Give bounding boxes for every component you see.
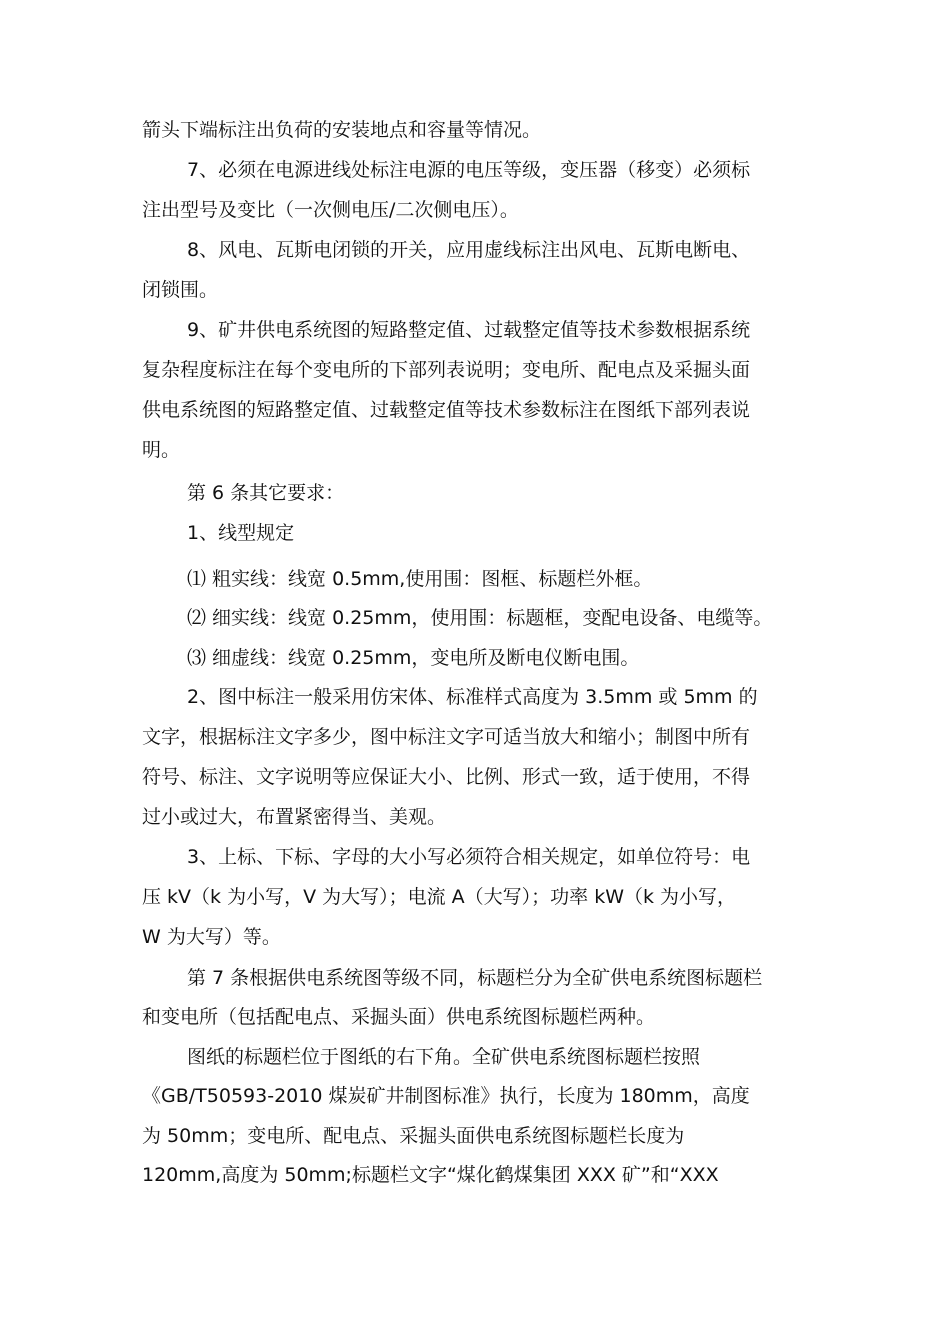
text-line: 闭锁围。 — [142, 279, 219, 301]
section-heading: 第 7 条根据供电系统图等级不同，标题栏分为全矿供电系统图标题栏 — [187, 967, 763, 989]
text-line: 3、上标、下标、字母的大小写必须符合相关规定，如单位符号：电 — [187, 846, 751, 868]
text-line: 120mm,高度为 50mm;标题栏文字“煤化鹤煤集团 XXX 矿”和“XXX — [142, 1164, 719, 1186]
text-line: 复杂程度标注在每个变电所的下部列表说明；变电所、配电点及采掘头面 — [142, 359, 751, 381]
text-line: 供电系统图的短路整定值、过载整定值等技术参数标注在图纸下部列表说 — [142, 399, 751, 421]
text-line: 为 50mm；变电所、配电点、采掘头面供电系统图标题栏长度为 — [142, 1125, 685, 1147]
text-line: 压 kV（k 为小写，V 为大写）；电流 A（大写）；功率 kW（k 为小写， — [142, 886, 737, 908]
text-line: 1、线型规定 — [187, 522, 295, 544]
text-line: 注出型号及变比（一次侧电压/二次侧电压）。 — [142, 199, 519, 221]
list-item: ⑶ 细虚线：线宽 0.25mm，变电所及断电仪断电围。 — [187, 647, 640, 669]
list-item: ⑵ 细实线：线宽 0.25mm，使用围：标题框，变配电设备、电缆等。 — [187, 607, 773, 629]
text-line: 明。 — [142, 439, 181, 461]
text-line: 文字，根据标注文字多少，图中标注文字可适当放大和缩小；制图中所有 — [142, 726, 751, 748]
text-line: 9、矿井供电系统图的短路整定值、过载整定值等技术参数根据系统 — [187, 319, 751, 341]
text-line: 7、必须在电源进线处标注电源的电压等级，变压器（移变）必须标 — [187, 159, 751, 181]
section-heading: 第 6 条其它要求： — [187, 482, 345, 504]
list-item: ⑴ 粗实线：线宽 0.5mm,使用围：图框、标题栏外框。 — [187, 568, 653, 590]
text-line: 和变电所（包括配电点、采掘头面）供电系统图标题栏两种。 — [142, 1006, 656, 1028]
text-line: 图纸的标题栏位于图纸的右下角。全矿供电系统图标题栏按照 — [187, 1046, 701, 1068]
text-line: 8、风电、瓦斯电闭锁的开关，应用虚线标注出风电、瓦斯电断电、 — [187, 239, 751, 261]
text-line: 2、图中标注一般采用仿宋体、标准样式高度为 3.5mm 或 5mm 的 — [187, 686, 758, 708]
text-line: 箭头下端标注出负荷的安装地点和容量等情况。 — [142, 119, 542, 141]
text-line: 过小或过大，布置紧密得当、美观。 — [142, 806, 447, 828]
text-line: 《GB/T50593-2010 煤炭矿井制图标准》执行，长度为 180mm，高度 — [142, 1085, 750, 1107]
text-line: W 为大写）等。 — [142, 926, 281, 948]
text-line: 符号、标注、文字说明等应保证大小、比例、形式一致，适于使用，不得 — [142, 766, 751, 788]
